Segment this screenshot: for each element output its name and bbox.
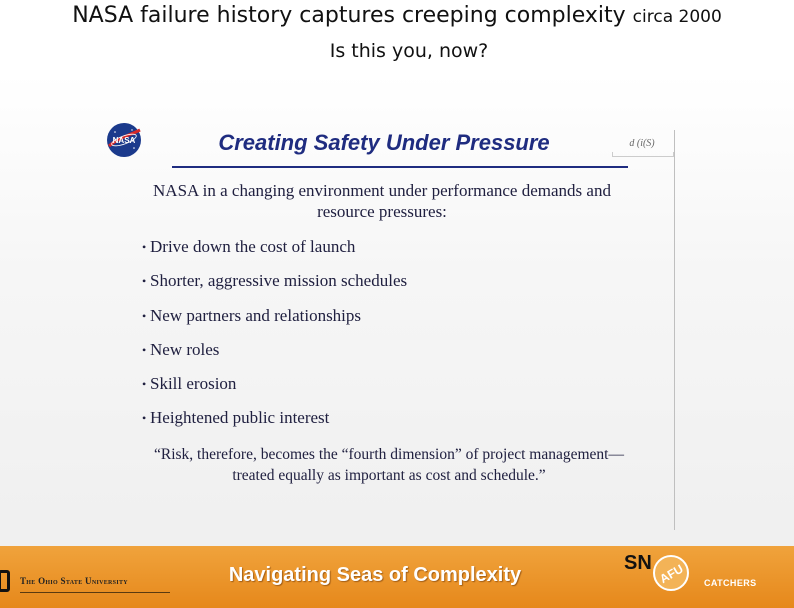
bullet-text: Skill erosion [150,374,237,394]
list-item: • New partners and relationships [142,305,362,325]
bullet-text: New partners and relationships [150,305,362,325]
list-item: • Drive down the cost of launch [142,237,356,256]
nasa-meatball-icon [106,122,142,158]
snafu-logo-sn: SN [624,552,652,574]
page-title-suffix: circa 2000 [632,7,722,27]
embedded-slide [92,108,678,530]
list-item: • Heightened public interest [142,408,330,428]
page-subtitle: Is this you, now? [329,40,489,62]
footer-title: Navigating Seas of Complexity [228,564,522,586]
footer-bar [0,546,794,608]
page-title-main: NASA failure history captures creeping complexity [72,3,626,28]
bullet-text: Heightened public interest [150,408,330,428]
snafu-logo-catchers: CATCHERS [704,578,757,588]
page-title [0,3,794,28]
slide-tag: d (i(S) [629,138,655,149]
slide-title-underline [172,166,628,168]
university-underline [20,592,170,593]
nasa-logo-text: NASA [112,136,136,145]
osu-block-o-icon [0,570,10,592]
university-name: The Ohio State University [20,576,128,586]
slide-intro: NASA in a changing environment under performance demands and resource pressures: [153,181,611,221]
list-item: • New roles [142,339,220,359]
bullet-text: Drive down the cost of launch [150,237,356,256]
slide-quote: “Risk, therefore, becomes the “fourth dimension” of project management—treated equally as important as cost and schedule.” [153,446,624,484]
slide-tag-box [612,152,674,157]
bullet-text: New roles [150,339,220,359]
slide-divider [674,130,675,530]
bullet-text: Shorter, aggressive mission schedules [150,271,408,291]
snafu-circle-icon [652,554,690,592]
snafu-logo-icon [624,548,794,608]
slide-title: Creating Safety Under Pressure [218,130,550,155]
list-item: • Skill erosion [142,374,237,394]
list-item: • Shorter, aggressive mission schedules [142,271,408,291]
slide-bullet-list [142,236,407,442]
snafu-logo-afu: AFU [657,561,686,587]
